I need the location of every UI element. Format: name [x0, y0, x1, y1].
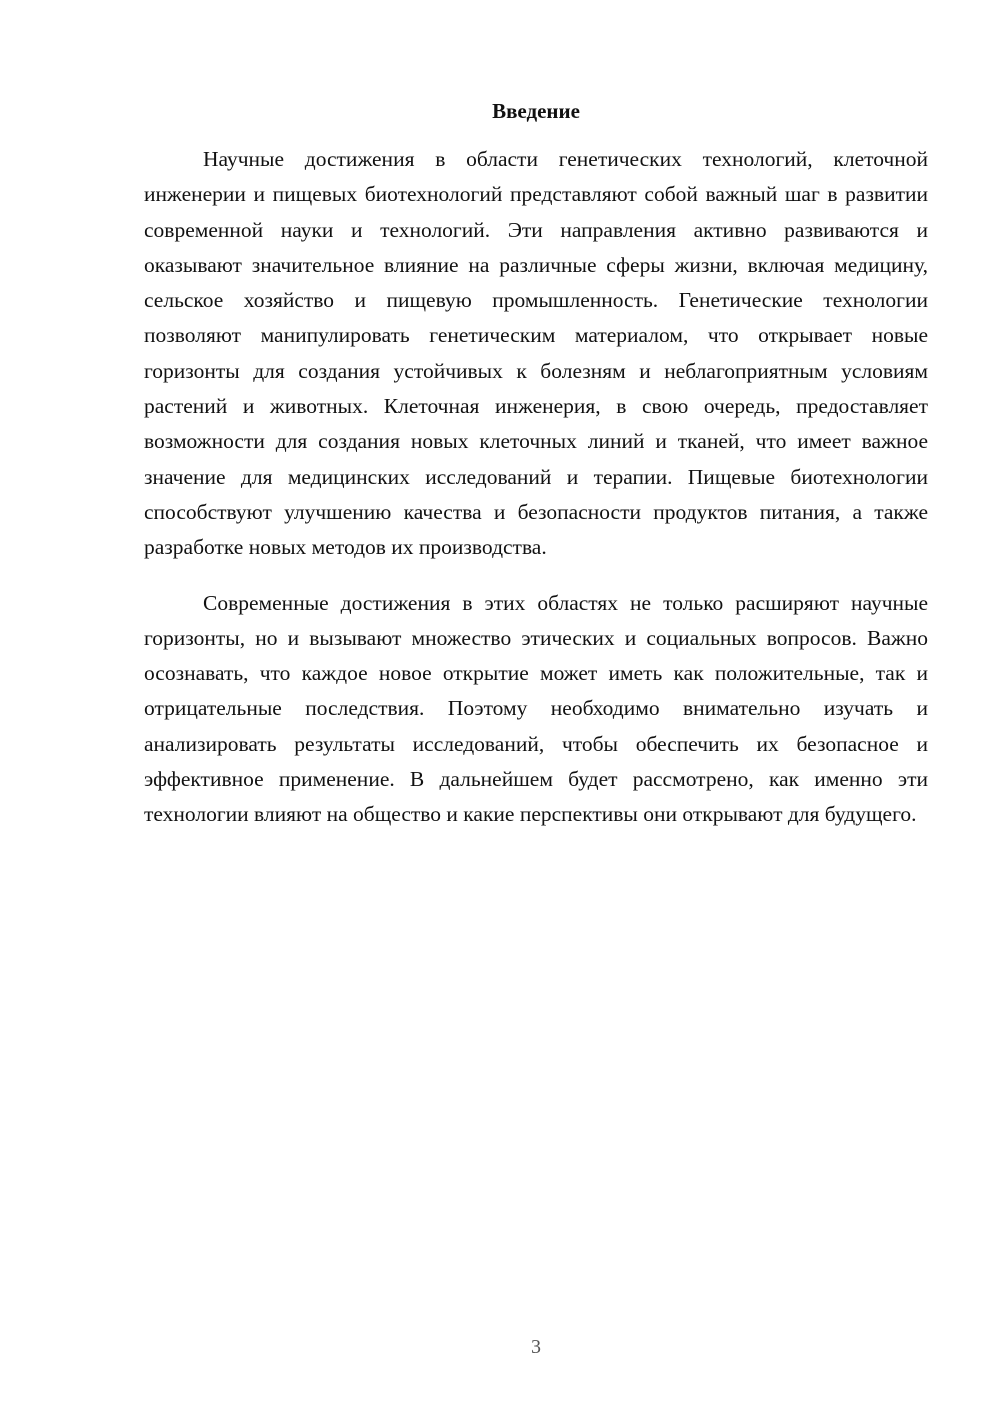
page-number: 3	[531, 1336, 541, 1358]
section-title: Введение	[492, 99, 580, 123]
paragraph-2: Современные достижения в этих областях не только расширяют научные горизонты, но и вызывают множество этических и социальных вопросов. Важно осознавать, что каждое новое открытие может иметь как положительные, так и отрицательные последствия. Поэтому необходимо внимательно изучать и анализировать результаты исследований, чтобы обеспечить их безопасное и эффективное применение. В дальнейшем будет рассмотрено, как именно эти технологии влияют на общество и какие перспективы они открывают для будущего.	[144, 590, 928, 827]
body-text	[144, 142, 928, 833]
paragraph-1: Научные достижения в области генетических технологий, клеточной инженерии и пищевых биотехнологий представляют собой важный шаг в развитии современной науки и технологий. Эти направления активно развиваются и оказывают значительное влияние на различные сферы жизни, включая медицину, сельское хозяйство и пищевую промышленность. Генетические технологии позволяют манипулировать генетическим материалом, что открывает новые горизонты для создания устойчивых к болезням и неблагоприятным условиям растений и животных. Клеточная инженерия, в свою очередь, предоставляет возможности для создания новых клеточных линий и тканей, что имеет важное значение для медицинских исследований и терапии. Пищевые биотехнологии способствуют улучшению качества и безопасности продуктов питания, а также разработке новых методов их производства.	[144, 147, 928, 560]
